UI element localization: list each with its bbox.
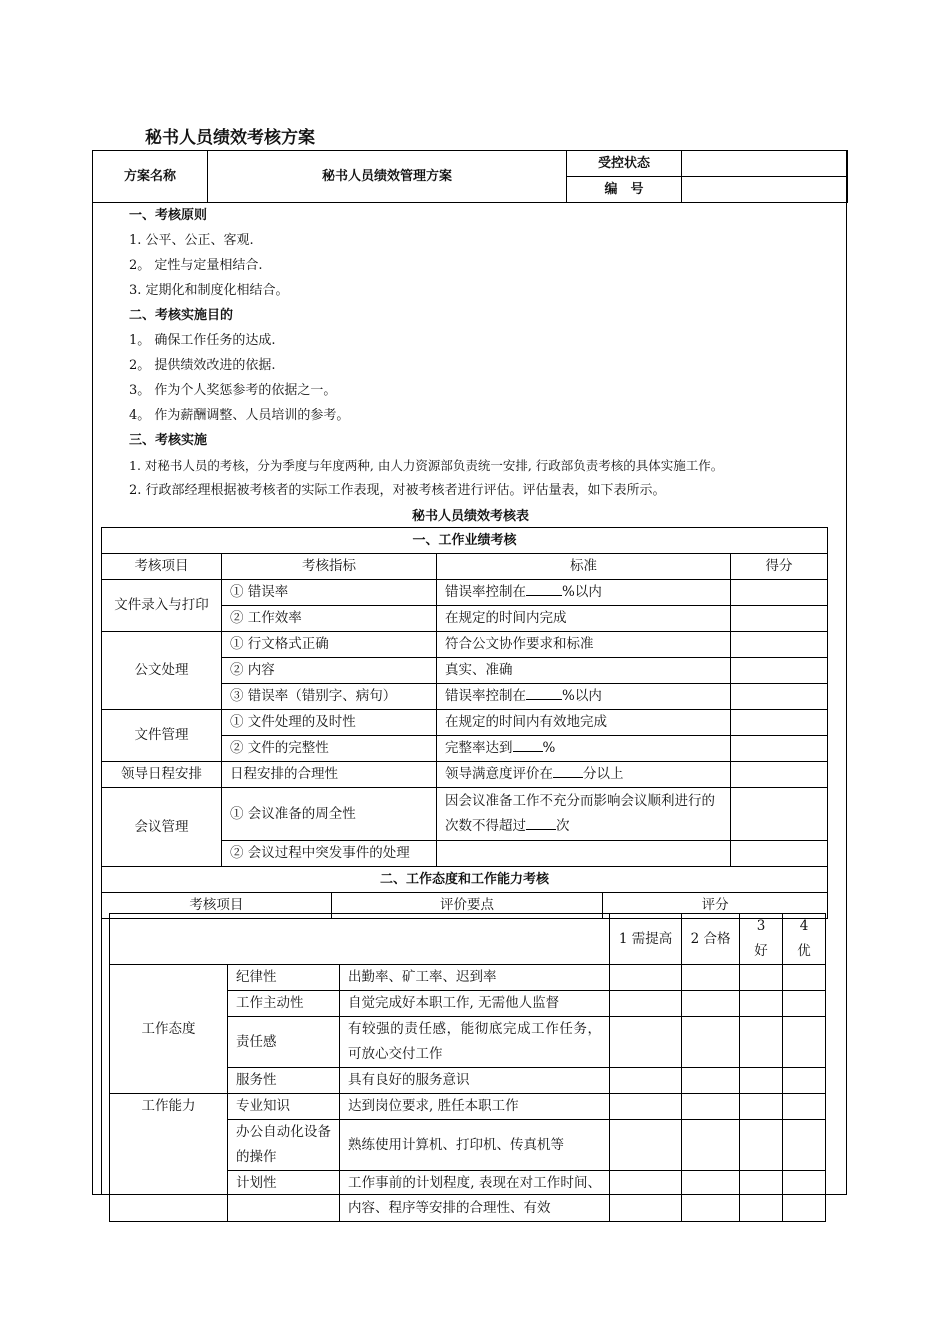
attitude-ability-table: [109, 913, 826, 1222]
item-cell: 服务性: [228, 1068, 340, 1094]
score-cell[interactable]: [731, 606, 828, 632]
group-cell: 公文处理: [102, 632, 222, 710]
col-header: 考核项目: [102, 893, 331, 918]
point-cell: 达到岗位要求, 胜任本职工作: [340, 1094, 610, 1120]
item-cell: 工作主动性: [228, 991, 340, 1017]
score-cell[interactable]: [731, 710, 828, 736]
score-cell[interactable]: [731, 841, 828, 867]
score-level: 3 好: [740, 914, 783, 965]
standard-cell: 因会议准备工作不充分而影响会议顺利进行的次数不得超过 次: [437, 788, 731, 841]
col-header: 考核指标: [222, 554, 437, 580]
standard-cell: 错误率控制在 %以内: [437, 684, 731, 710]
section-1-item: 3. 定期化和制度化相结合。: [129, 283, 289, 298]
section-3-item: 2. 行政部经理根据被考核者的实际工作表现，对被考核者进行评估。评估量表，如下表所示。: [129, 483, 666, 498]
indicator-cell: ③ 错误率（错别字、病句）: [222, 684, 437, 710]
standard-cell: 在规定的时间内完成: [437, 606, 731, 632]
score-header-blank: [110, 914, 610, 965]
indicator-cell: ① 会议准备的周全性: [222, 788, 437, 841]
score-cell[interactable]: [682, 991, 740, 1017]
score-cell[interactable]: [610, 1171, 682, 1222]
section-3-title: 三、考核实施: [129, 433, 208, 448]
score-cell[interactable]: [731, 658, 828, 684]
standard-cell: 在规定的时间内有效地完成: [437, 710, 731, 736]
point-cell: 熟练使用计算机、打印机、传真机等: [340, 1120, 610, 1171]
score-cell[interactable]: [682, 1120, 740, 1171]
document-title: 秘书人员绩效考核方案: [145, 128, 315, 148]
section-2-item: 4。 作为薪酬调整、人员培训的参考。: [129, 408, 350, 423]
group-cell: 工作能力: [110, 1094, 228, 1222]
indicator-cell: ① 文件处理的及时性: [222, 710, 437, 736]
score-cell[interactable]: [731, 762, 828, 788]
section-1-item: 1. 公平、公正、客观.: [129, 233, 254, 248]
col-header: 标准: [437, 554, 731, 580]
fill-blank[interactable]: [513, 737, 543, 752]
point-cell: 自觉完成好本职工作, 无需他人监督: [340, 991, 610, 1017]
point-cell: 具有良好的服务意识: [340, 1068, 610, 1094]
score-cell[interactable]: [740, 991, 783, 1017]
score-cell[interactable]: [610, 1094, 682, 1120]
score-cell[interactable]: [682, 1171, 740, 1222]
score-cell[interactable]: [783, 1068, 826, 1094]
score-level: 4 优: [783, 914, 826, 965]
score-cell[interactable]: [682, 965, 740, 991]
col-header: 评价要点: [331, 893, 602, 918]
indicator-cell: ① 行文格式正确: [222, 632, 437, 658]
score-cell[interactable]: [731, 736, 828, 762]
item-cell: 计划性: [228, 1171, 340, 1222]
score-cell[interactable]: [731, 684, 828, 710]
indicator-cell: ② 内容: [222, 658, 437, 684]
col-header: 考核项目: [102, 554, 222, 580]
score-cell[interactable]: [682, 1094, 740, 1120]
section-1-item: 2。 定性与定量相结合.: [129, 258, 263, 273]
table-caption: 秘书人员绩效考核表: [411, 509, 529, 524]
col-header: 得分: [731, 554, 828, 580]
score-cell[interactable]: [610, 1120, 682, 1171]
performance-table: [101, 527, 828, 919]
table-left-edge: [101, 913, 102, 1195]
scheme-body: [129, 203, 829, 503]
indicator-cell: 日程安排的合理性: [222, 762, 437, 788]
standard-cell: 完整率达到 %: [437, 736, 731, 762]
group-cell: 工作态度: [110, 965, 228, 1094]
score-cell[interactable]: [740, 1068, 783, 1094]
fill-blank[interactable]: [526, 685, 562, 700]
section-1-title: 一、考核原则: [129, 208, 208, 223]
scheme-frame: [92, 150, 847, 1216]
point-cell: 工作事前的计划程度, 表现在对工作时间、内容、程序等安排的合理性、有效: [340, 1171, 610, 1222]
score-cell[interactable]: [740, 1094, 783, 1120]
score-cell[interactable]: [682, 1017, 740, 1068]
score-cell[interactable]: [731, 632, 828, 658]
score-cell[interactable]: [731, 788, 828, 841]
item-cell: 纪律性: [228, 965, 340, 991]
part1-title: 一、工作业绩考核: [102, 528, 828, 554]
indicator-cell: ② 会议过程中突发事件的处理: [222, 841, 437, 867]
number-label: 编 号: [567, 177, 682, 203]
item-cell: 专业知识: [228, 1094, 340, 1120]
score-cell[interactable]: [610, 1017, 682, 1068]
score-cell[interactable]: [740, 1120, 783, 1171]
item-cell: 办公自动化设备的操作: [228, 1120, 340, 1171]
score-cell[interactable]: [783, 1171, 826, 1222]
indicator-cell: ② 工作效率: [222, 606, 437, 632]
group-cell: 文件录入与打印: [102, 580, 222, 632]
fill-blank[interactable]: [553, 763, 583, 778]
scheme-header-table: [92, 150, 848, 203]
section-2-item: 2。 提供绩效改进的依据.: [129, 358, 276, 373]
score-cell[interactable]: [740, 965, 783, 991]
score-cell[interactable]: [783, 965, 826, 991]
indicator-cell: ① 错误率: [222, 580, 437, 606]
section-2-item: 1。 确保工作任务的达成.: [129, 333, 276, 348]
col-header: 评分: [603, 893, 827, 918]
score-cell[interactable]: [783, 1120, 826, 1171]
score-cell[interactable]: [740, 1017, 783, 1068]
number-value: [682, 177, 848, 203]
control-status-label: 受控状态: [567, 151, 682, 177]
group-cell: 文件管理: [102, 710, 222, 762]
scheme-name-value: 秘书人员绩效管理方案: [208, 151, 567, 203]
control-status-value: [682, 151, 848, 177]
score-cell[interactable]: [783, 991, 826, 1017]
score-cell[interactable]: [682, 1068, 740, 1094]
part2-title: 二、工作态度和工作能力考核: [102, 867, 828, 893]
standard-cell: 错误率控制在 %以内: [437, 580, 731, 606]
standard-cell: 符合公文协作要求和标准: [437, 632, 731, 658]
scheme-name-label: 方案名称: [93, 151, 208, 203]
score-cell[interactable]: [783, 1017, 826, 1068]
section-2-item: 3。 作为个人奖惩参考的依据之一。: [129, 383, 337, 398]
section-2-title: 二、考核实施目的: [129, 308, 234, 323]
score-level: 2 合格: [682, 914, 740, 965]
score-cell[interactable]: [740, 1171, 783, 1222]
indicator-cell: ② 文件的完整性: [222, 736, 437, 762]
standard-cell: 真实、准确: [437, 658, 731, 684]
fill-blank[interactable]: [526, 815, 556, 830]
group-cell: 领导日程安排: [102, 762, 222, 788]
score-cell[interactable]: [610, 1068, 682, 1094]
score-cell[interactable]: [783, 1094, 826, 1120]
item-cell: 责任感: [228, 1017, 340, 1068]
point-cell: 出勤率、矿工率、迟到率: [340, 965, 610, 991]
score-cell[interactable]: [610, 965, 682, 991]
group-cell: 会议管理: [102, 788, 222, 867]
section-3-item: 1. 对秘书人员的考核，分为季度与年度两种, 由人力资源部负责统一安排, 行政部负责考核的具体实施工作。: [129, 458, 724, 473]
score-cell[interactable]: [610, 991, 682, 1017]
point-cell: 有较强的责任感，能彻底完成工作任务，可放心交付工作: [340, 1017, 610, 1068]
fill-blank[interactable]: [526, 581, 562, 596]
standard-cell: 领导满意度评价在 分以上: [437, 762, 731, 788]
score-cell[interactable]: [731, 580, 828, 606]
score-level: 1 需提高: [610, 914, 682, 965]
standard-cell: [437, 841, 731, 867]
